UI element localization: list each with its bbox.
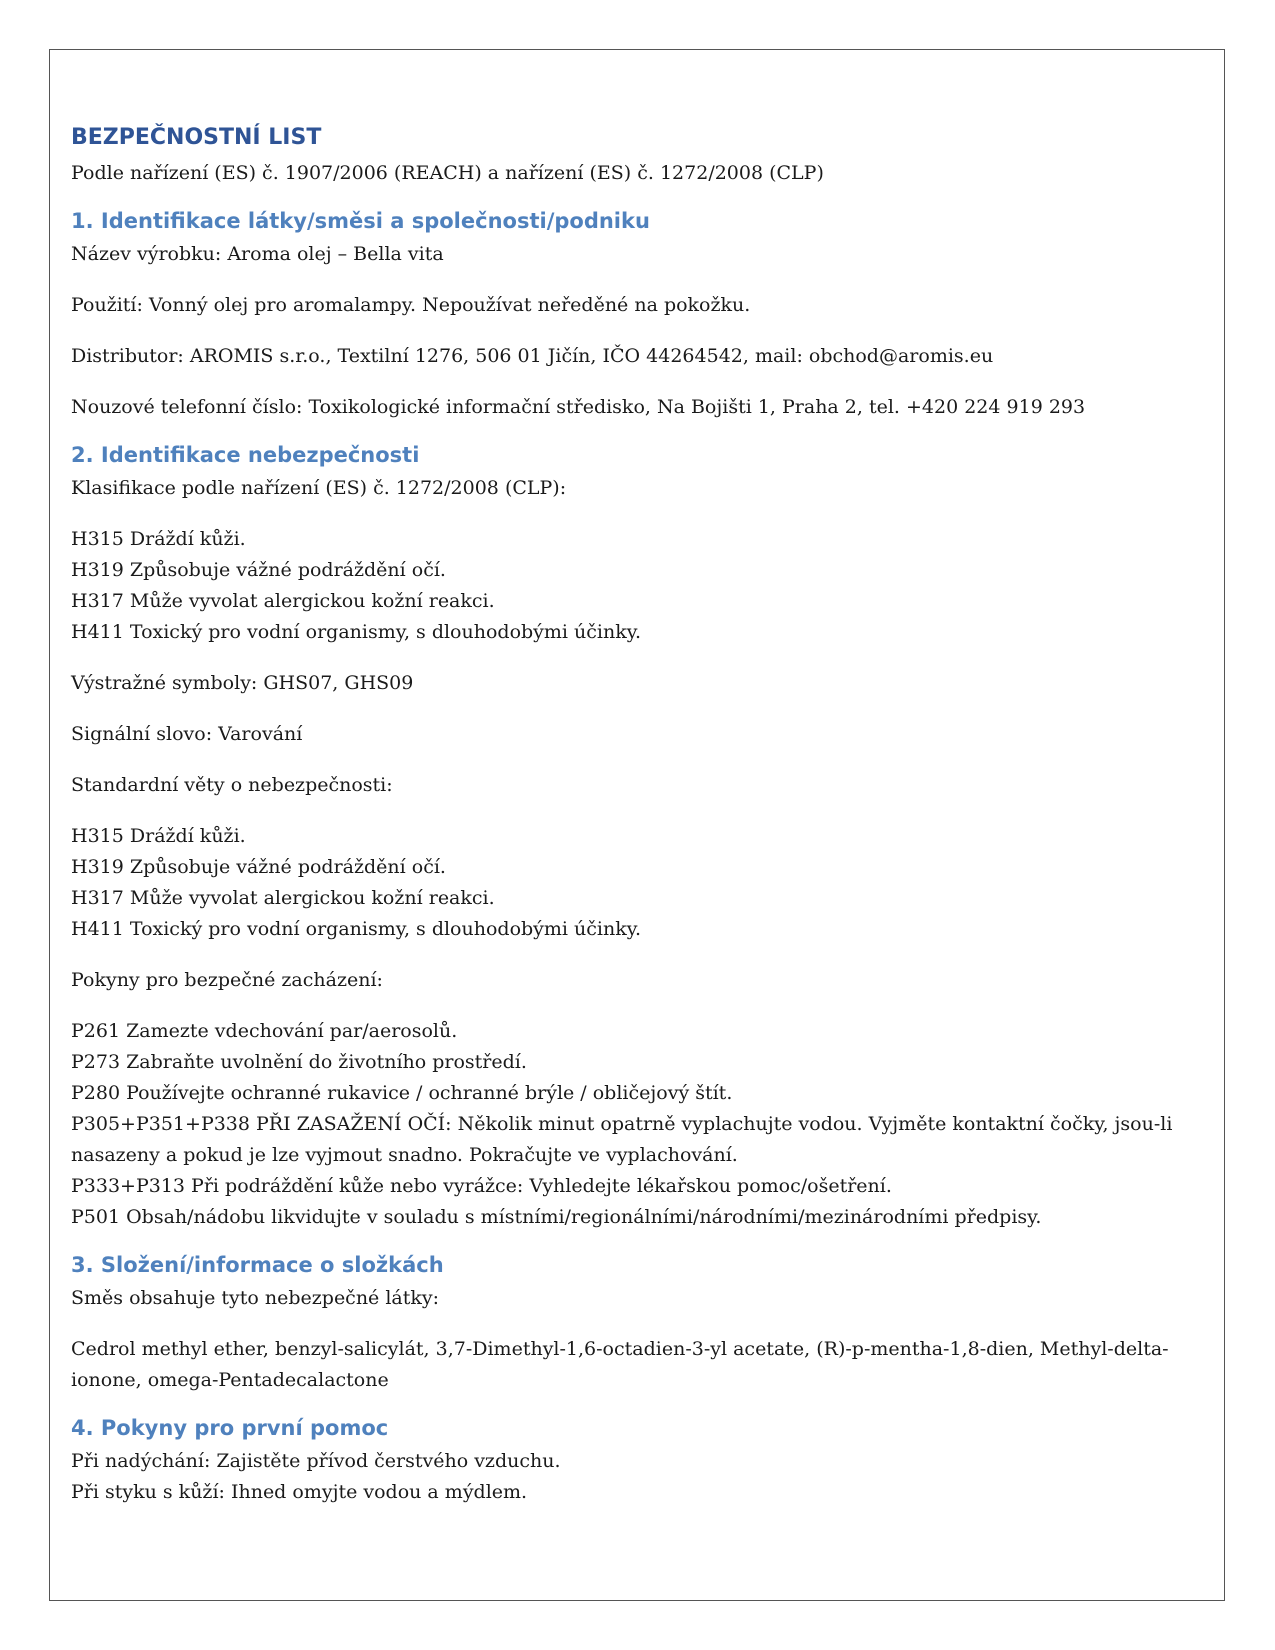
hazard-statements-list bbox=[71, 821, 1211, 945]
precautionary-label: Pokyny pro bezpečné zacházení: bbox=[71, 969, 383, 991]
list-item: H411 Toxický pro vodní organismy, s dlouhodobými účinky. bbox=[71, 918, 641, 940]
warning-symbols: Výstražné symboly: GHS07, GHS09 bbox=[71, 672, 414, 694]
classification-label: Klasifikace podle nařízení (ES) č. 1272/2008 (CLP): bbox=[71, 477, 567, 499]
section-4-heading: 4. Pokyny pro první pomoc bbox=[71, 1416, 389, 1440]
list-item: P333+P313 Při podráždění kůže nebo vyrážce: Vyhledejte lékařskou pomoc/ošetření. bbox=[71, 1175, 892, 1197]
list-item: H319 Způsobuje vážné podráždění očí. bbox=[71, 856, 446, 878]
list-item: P305+P351+P338 PŘI ZASAŽENÍ OČÍ: Několik minut opatrně vyplachujte vodou. Vyjměte kontaktní čočky, jsou-li nasazeny a pokud je lze vyjmout snadno. Pokračujte ve vyplachování. bbox=[71, 1113, 1173, 1166]
section-1-heading: 1. Identifikace látky/směsi a společnosti/podniku bbox=[71, 209, 650, 233]
list-item: H317 Může vyvolat alergickou kožní reakci. bbox=[71, 590, 495, 612]
document-title: BEZPEČNOSTNÍ LIST bbox=[71, 125, 322, 150]
section-3-heading: 3. Složení/informace o složkách bbox=[71, 1253, 444, 1277]
regulation-reference: Podle nařízení (ES) č. 1907/2006 (REACH) a nařízení (ES) č. 1272/2008 (CLP) bbox=[71, 162, 824, 184]
hazard-statements-label: Standardní věty o nebezpečnosti: bbox=[71, 774, 393, 796]
list-item: Při nadýchání: Zajistěte přívod čerstvého vzduchu. bbox=[71, 1450, 561, 1472]
list-item: H319 Způsobuje vážné podráždění očí. bbox=[71, 559, 446, 581]
distributor-info: Distributor: AROMIS s.r.o., Textilní 1276, 506 01 Jičín, IČO 44264542, mail: obchod@aromis.eu bbox=[71, 345, 994, 367]
list-item: H317 Může vyvolat alergickou kožní reakci. bbox=[71, 887, 495, 909]
precautionary-statements-list bbox=[71, 1016, 1211, 1233]
list-item: H411 Toxický pro vodní organismy, s dlouhodobými účinky. bbox=[71, 621, 641, 643]
list-item: H315 Dráždí kůži. bbox=[71, 528, 246, 550]
emergency-phone: Nouzové telefonní číslo: Toxikologické informační středisko, Na Bojišti 1, Praha 2, tel. +420 224 919 293 bbox=[71, 396, 1086, 418]
first-aid-list bbox=[71, 1446, 1211, 1508]
mixture-intro: Směs obsahuje tyto nebezpečné látky: bbox=[71, 1287, 440, 1309]
classification-list bbox=[71, 524, 1211, 648]
list-item: Při styku s kůží: Ihned omyjte vodou a mýdlem. bbox=[71, 1481, 528, 1503]
list-item: P273 Zabraňte uvolnění do životního prostředí. bbox=[71, 1051, 527, 1073]
signal-word: Signální slovo: Varování bbox=[71, 723, 303, 745]
hazardous-substances: Cedrol methyl ether, benzyl-salicylát, 3,7-Dimethyl-1,6-octadien-3-yl acetate, (R)-p-mentha-1,8-dien, Methyl-delta-ionone, omega-Pentadecalactone bbox=[71, 1338, 1169, 1391]
document-body bbox=[71, 118, 1211, 1508]
list-item: P261 Zamezte vdechování par/aerosolů. bbox=[71, 1020, 458, 1042]
section-2-heading: 2. Identifikace nebezpečnosti bbox=[71, 443, 420, 467]
product-usage: Použití: Vonný olej pro aromalampy. Nepoužívat neředěné na pokožku. bbox=[71, 294, 751, 316]
list-item: P501 Obsah/nádobu likvidujte v souladu s místními/regionálními/národními/mezinárodními předpisy. bbox=[71, 1206, 1042, 1228]
list-item: P280 Používejte ochranné rukavice / ochranné brýle / obličejový štít. bbox=[71, 1082, 733, 1104]
list-item: H315 Dráždí kůži. bbox=[71, 825, 246, 847]
product-name: Název výrobku: Aroma olej – Bella vita bbox=[71, 243, 444, 265]
